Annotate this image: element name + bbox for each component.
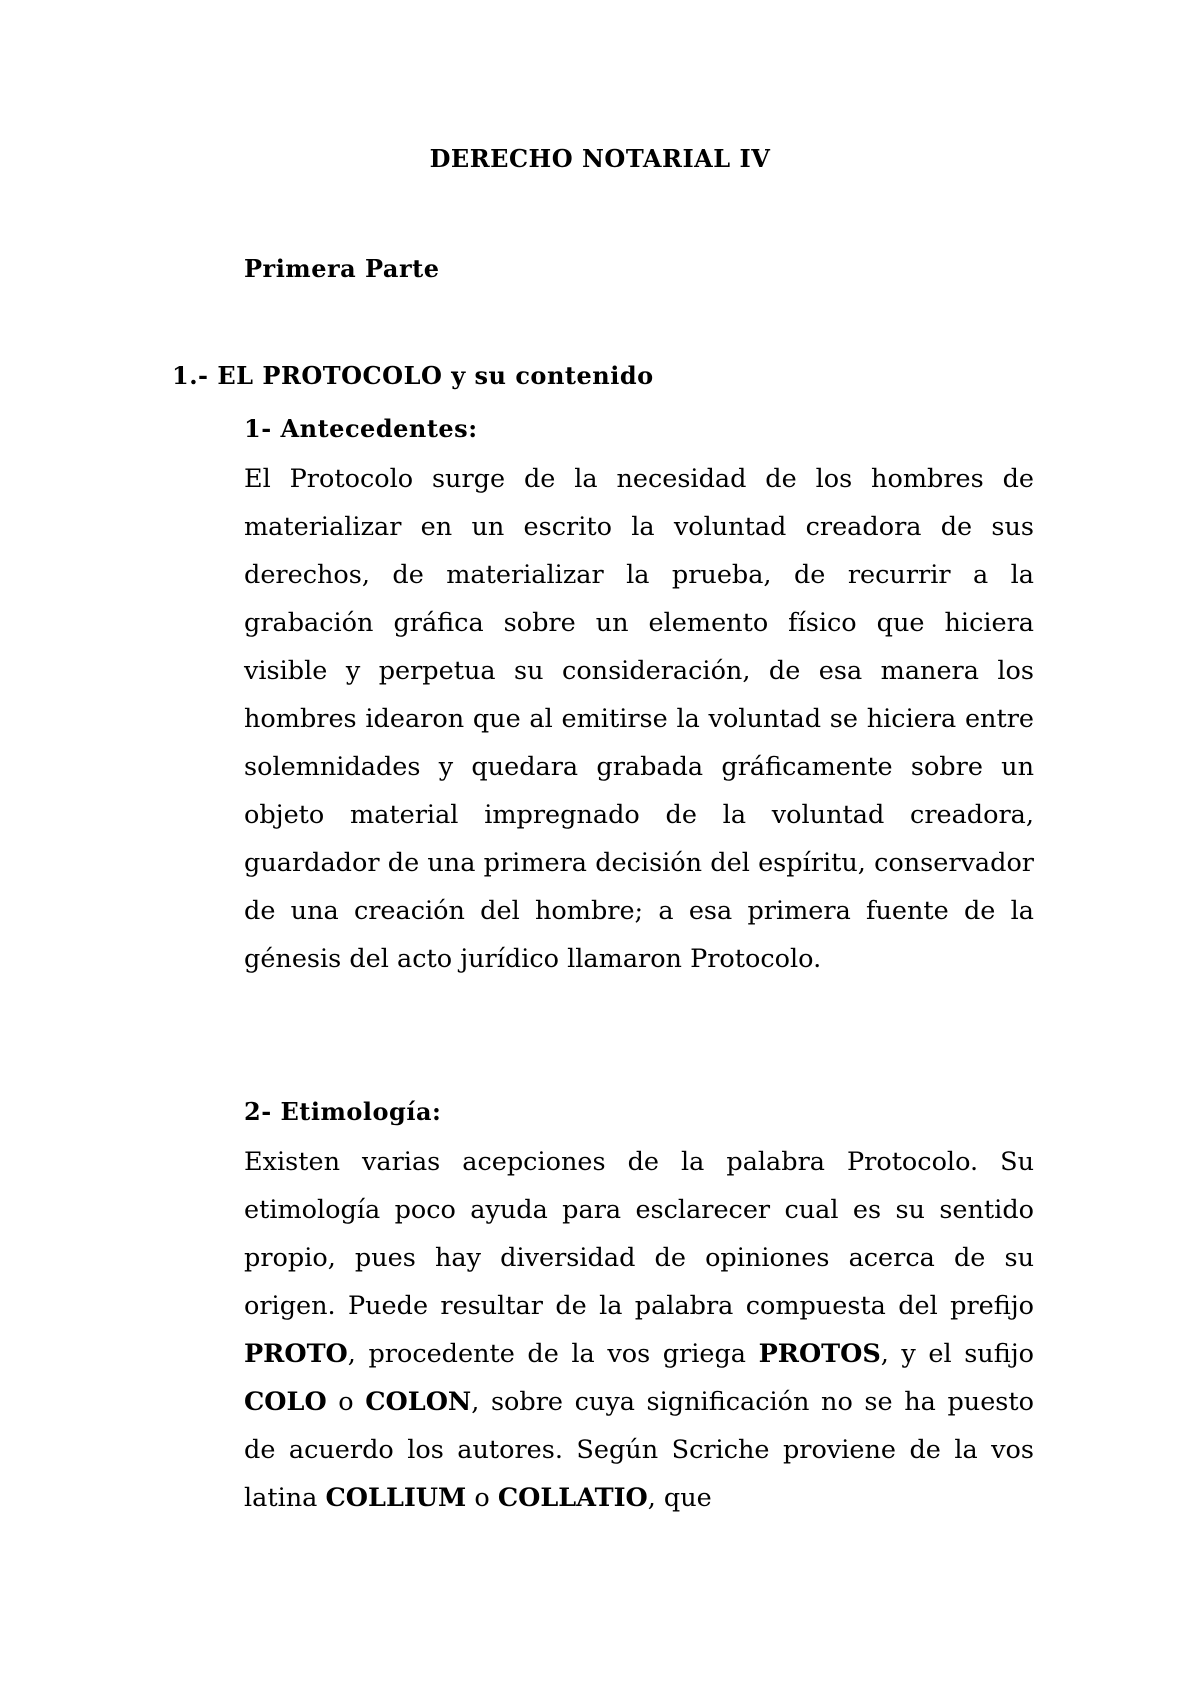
section-heading-antecedentes: 1- Antecedentes: [244, 414, 478, 443]
bold-term: COLLIUM [325, 1483, 467, 1513]
bold-term: COLLATIO [497, 1483, 648, 1513]
section-heading-etimologia: 2- Etimología: [244, 1097, 442, 1126]
text-run: , sobre cuya significación no se ha puesto de acuerdo los autores. Según Scriche proviene de la vos latina [244, 1387, 1034, 1513]
chapter-title: 1.- EL PROTOCOLO y su contenido [172, 361, 654, 390]
text-run: Existen varias acepciones de la palabra Protocolo. Su etimología poco ayuda para esclarecer cual es su sentido propio, pues hay diversidad de opiniones acerca de su origen. Puede resultar de la palabra compuesta del prefijo [244, 1147, 1034, 1321]
paragraph-etimologia [244, 1138, 1034, 1522]
part-title: Primera Parte [244, 254, 440, 283]
text-run: o [326, 1387, 366, 1417]
bold-term: COLO [244, 1387, 327, 1417]
text-run: o [466, 1483, 498, 1513]
bold-term: PROTOS [758, 1339, 881, 1369]
text-run: , y el sufijo [880, 1339, 1034, 1369]
text-run: , que [647, 1483, 712, 1513]
document-title: DERECHO NOTARIAL IV [429, 144, 771, 173]
text-run: , procedente de la vos griega [347, 1339, 759, 1369]
bold-term: PROTO [244, 1339, 348, 1369]
bold-term: COLON [365, 1387, 472, 1417]
paragraph-antecedentes: El Protocolo surge de la necesidad de los hombres de materializar en un escrito la voluntad creadora de sus derechos, de materializar la prueba, de recurrir a la grabación gráfica sobre un elemento físico que hiciera visible y perpetua su consideración, de esa manera los hombres idearon que al emitirse la voluntad se hiciera entre solemnidades y quedara grabada gráficamente sobre un objeto material impregnado de la voluntad creadora, guardador de una primera decisión del espíritu, conservador de una creación del hombre; a esa primera fuente de la génesis del acto jurídico llamaron Protocolo. [244, 464, 1034, 974]
